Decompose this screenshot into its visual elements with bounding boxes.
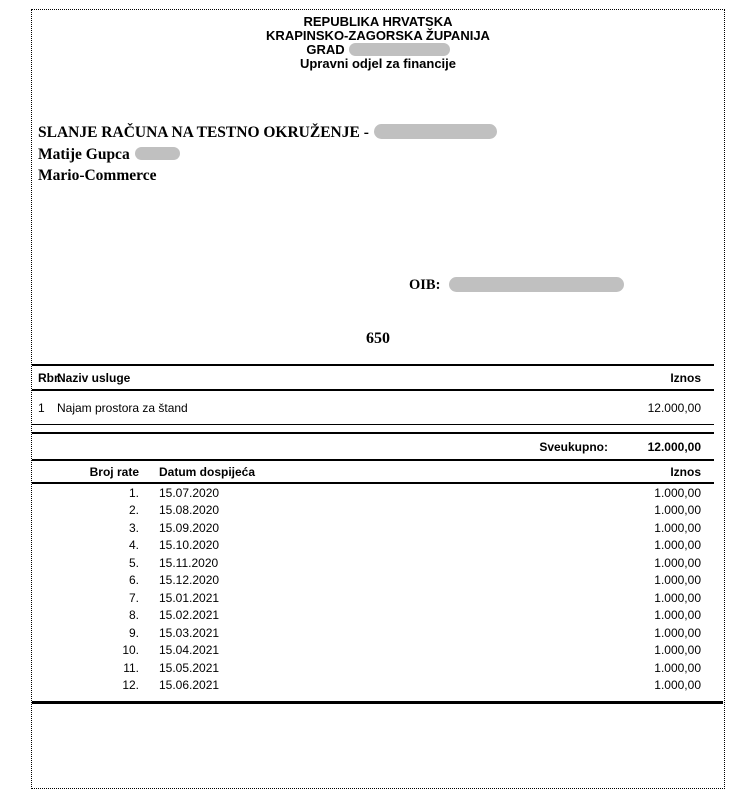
rule-bottom [32,701,723,704]
installment-due-date: 15.02.2021 [159,608,220,623]
spacer [32,694,714,701]
installment-due-date: 15.06.2021 [159,678,220,693]
subject-block [38,122,497,187]
tables-section [32,364,714,704]
installment-due-date: 15.01.2021 [159,590,220,605]
installment-amount: 1.000,00 [654,590,701,605]
installment-due-date: 15.03.2021 [159,625,220,640]
service-amount: 12.000,00 [647,400,701,415]
installment-amount: 1.000,00 [654,555,701,570]
installment-amount: 1.000,00 [654,520,701,535]
installment-number: 9. [128,625,139,640]
installment-number: 5. [128,555,139,570]
installment-number: 3. [128,520,139,535]
installment-row [32,589,714,607]
letterhead [32,15,724,71]
installment-row [32,484,714,502]
installment-row [32,519,714,537]
subject-title: SLANJE RAČUNA NA TESTNO OKRUŽENJE - [38,124,369,141]
services-header-rbr: Rbr. [38,370,62,385]
installment-amount: 1.000,00 [654,485,701,500]
services-header-naziv: Naziv usluge [57,370,131,385]
installment-row [32,624,714,642]
oib-line [409,277,624,294]
installments-header-broj: Broj rate [89,464,139,479]
installment-row [32,677,714,695]
installment-amount: 1.000,00 [654,660,701,675]
total-value: 12.000,00 [647,439,701,454]
installment-due-date: 15.04.2021 [159,643,220,658]
installment-number: 7. [128,590,139,605]
services-header-row [32,366,714,389]
service-rbr: 1 [38,400,45,415]
oib-label: OIB: [409,277,441,293]
installment-row [32,502,714,520]
installment-number: 4. [128,538,139,553]
installments-header-row [32,461,714,482]
installment-amount: 1.000,00 [654,643,701,658]
installment-number: 2. [128,503,139,518]
installment-amount: 1.000,00 [654,538,701,553]
installment-amount: 1.000,00 [654,608,701,623]
document-page [31,9,725,789]
installment-row [32,607,714,625]
installment-row [32,537,714,555]
installment-number: 11. [123,660,139,675]
service-row [32,391,714,424]
letterhead-department: Upravni odjel za financije [299,56,457,71]
installment-row [32,659,714,677]
redacted-oib-value [449,277,624,292]
installment-number: 8. [128,608,139,623]
installments-header-datum: Datum dospijeća [159,464,256,479]
installment-row [32,572,714,590]
installment-amount: 1.000,00 [654,678,701,693]
installment-row [32,642,714,660]
letterhead-county: KRAPINSKO-ZAGORSKA ŽUPANIJA [266,28,490,43]
document-number: 650 [366,330,390,347]
subject-company: Mario-Commerce [38,167,157,184]
installment-number: 1. [128,485,139,500]
redacted-subject-name [374,124,497,139]
installment-due-date: 15.10.2020 [159,538,220,553]
spacer [32,425,714,432]
letterhead-city-line [32,43,724,57]
installment-due-date: 15.09.2020 [159,520,220,535]
installment-due-date: 15.12.2020 [159,573,220,588]
installment-amount: 1.000,00 [654,503,701,518]
redacted-street-number [135,147,180,160]
subject-title-line [38,122,497,144]
service-name: Najam prostora za štand [57,400,188,415]
total-label: Sveukupno: [539,439,608,454]
subject-street-line [38,144,497,166]
installment-amount: 1.000,00 [654,625,701,640]
letterhead-country: REPUBLIKA HRVATSKA [303,14,453,29]
installment-due-date: 15.08.2020 [159,503,220,518]
total-row [32,434,714,459]
installment-number: 6. [128,573,139,588]
redacted-city-name [349,43,450,56]
installment-due-date: 15.11.2020 [159,555,219,570]
installment-number: 10. [122,643,139,658]
services-header-iznos: Iznos [670,370,701,385]
subject-street: Matije Gupca [38,145,130,163]
letterhead-city-prefix: GRAD [306,42,345,57]
installments-header-iznos: Iznos [670,464,701,479]
installment-row [32,554,714,572]
installment-number: 12. [122,678,139,693]
installment-amount: 1.000,00 [654,573,701,588]
installment-due-date: 15.05.2021 [159,660,220,675]
installment-due-date: 15.07.2020 [159,485,220,500]
